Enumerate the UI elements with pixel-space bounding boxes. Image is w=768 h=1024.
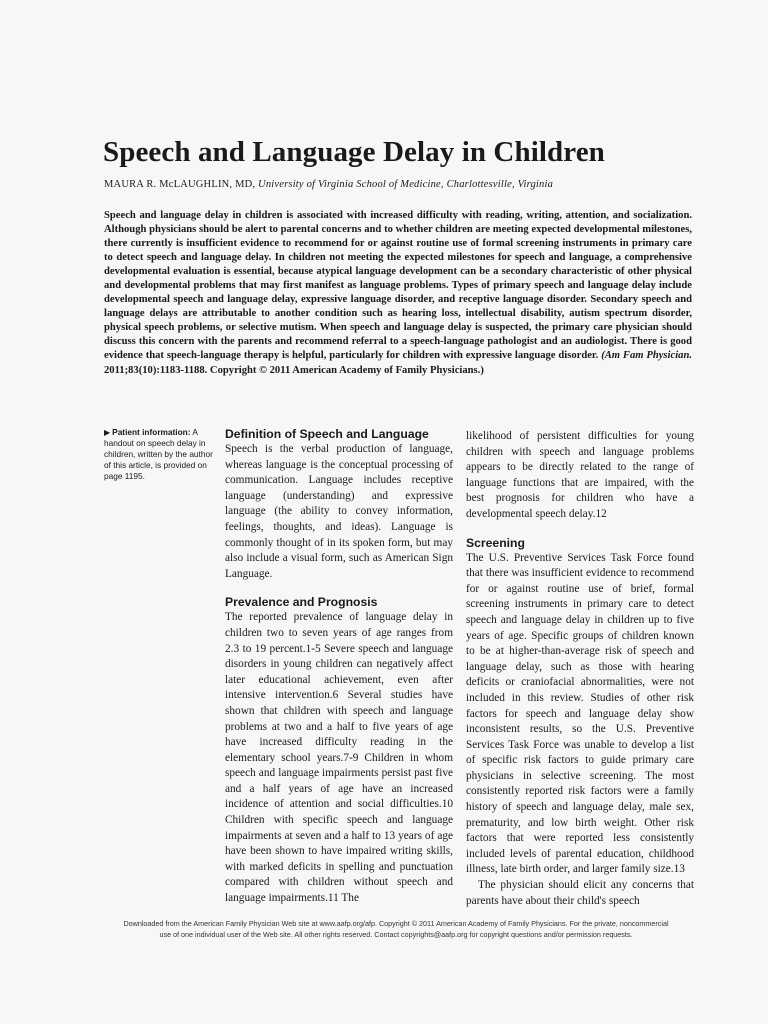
patient-info-lead: Patient information: bbox=[112, 427, 191, 437]
abstract bbox=[104, 209, 692, 378]
download-notice bbox=[96, 918, 696, 940]
prevalence-paragraph: The reported prevalence of language delay in children two to seven years of age ranges from 2.3 to 19 percent.1-5 Severe speech and language disorders in young children can negatively affect later educational achievement, even after intensive intervention.6 Several studies have shown that children with speech and language problems at two and a half to five years of age have increased difficulty reading in the elementary school years.7-9 Children in whom speech and language impairments persist past five and a half years of age have an increased incidence of attention and social difficulties.10 Children with specific speech and language impairments at seven and a half to 13 years of age have been shown to have impaired writing skills, with marked deficits in spelling and punctuation compared with children without speech and language impairments.11 The bbox=[225, 611, 453, 905]
download-notice-line-1: Downloaded from the American Family Physician Web site at www.aafp.org/afp. Copyright © 2011 American Academy of Family Physicians. For the private, noncommercial bbox=[123, 919, 669, 928]
download-notice-line-2: use of one individual user of the Web site. All other rights reserved. Contact copyrights@aafp.org for copyright questions and/or permission requests. bbox=[159, 930, 633, 939]
patient-info-sidebar bbox=[104, 427, 214, 482]
screening-paragraph-2: The physician should elicit any concerns that parents have about their child's speech bbox=[466, 879, 694, 907]
section-heading-screening: Screening bbox=[466, 535, 525, 550]
section-heading-prevalence: Prevalence and Prognosis bbox=[225, 595, 378, 610]
journal-name: (Am Fam Physician. bbox=[601, 350, 692, 362]
citation: 2011;83(10):1183-1188. Copyright © 2011 American Academy of Family Physicians.) bbox=[104, 364, 484, 376]
prevalence-paragraph-continued: likelihood of persistent difficulties for young children with speech and language problems appears to be directly related to the range of language functions that are impaired, with the best prognosis for children who have a developmental speech delay.12 bbox=[466, 430, 694, 520]
column-2 bbox=[466, 429, 694, 909]
article-title: Speech and Language Delay in Children bbox=[103, 136, 605, 168]
author-name: MAURA R. McLAUGHLIN, MD, bbox=[104, 179, 256, 190]
patient-info-text: A handout on speech delay in children, written by the author of this article, is provided on page 1195. bbox=[104, 427, 213, 481]
abstract-text: Speech and language delay in children is associated with increased difficulty with reading, writing, attention, and socialization. Although physicians should be alert to parental concerns and to whether children are meeting expected developmental milestones, there currently is insufficient evidence to recommend for or against routine use of formal screening instruments in primary care to detect speech and language delay. In children not meeting the expected milestones for speech and language, a comprehensive developmental evaluation is essential, because atypical language development can be a secondary characteristic of other physical and developmental problems that may first manifest as language problems. Types of primary speech and language delay include developmental speech and language delay, expressive language disorder, and receptive language disorder. Secondary speech and language delays are attributable to another condition such as hearing loss, intellectual disability, autism spectrum disorder, physical speech problems, or selective mutism. When speech and language delay is suspected, the primary care physician should discuss this concern with the parents and recommend referral to a speech-language pathologist and an audiologist. There is good evidence that speech-language therapy is helpful, particularly for children with expressive language disorder. bbox=[104, 210, 692, 362]
screening-paragraph: The U.S. Preventive Services Task Force found that there was insufficient evidence to recommend for or against routine use of brief, formal screening instruments in primary care to detect speech and language delay in children up to five years of age. Specific groups of children known to be at higher-than-average risk of speech and language delay, such as those with hearing deficits or craniofacial abnormalities, were not included in this review. Studies of other risk factors for speech and language delay show inconsistent results, so the U.S. Preventive Services Task Force was unable to develop a list of specific risk factors to guide primary care physicians in selective screening. The most consistently reported risk factors were a family history of speech and language delay, male sex, prematurity, and low birth weight. Other risk factors that were reported less consistently included levels of parental education, childhood illness, late birth order, and larger family size.13 bbox=[466, 551, 694, 876]
byline bbox=[104, 179, 553, 190]
column-1 bbox=[225, 426, 453, 907]
section-heading-definition: Definition of Speech and Language bbox=[225, 427, 429, 441]
definition-paragraph: Speech is the verbal production of language, whereas language is the conceptual processing of communication. Language includes receptive language (understanding) and expressive language (the ability to convey information, feelings, thoughts, and ideas). Language is commonly thought of in its spoken form, but may also include a visual form, such as American Sign Language. bbox=[225, 443, 453, 580]
triangle-bullet-icon: ▶ bbox=[104, 428, 111, 437]
author-affiliation: University of Virginia School of Medicine, Charlottesville, Virginia bbox=[258, 179, 554, 190]
